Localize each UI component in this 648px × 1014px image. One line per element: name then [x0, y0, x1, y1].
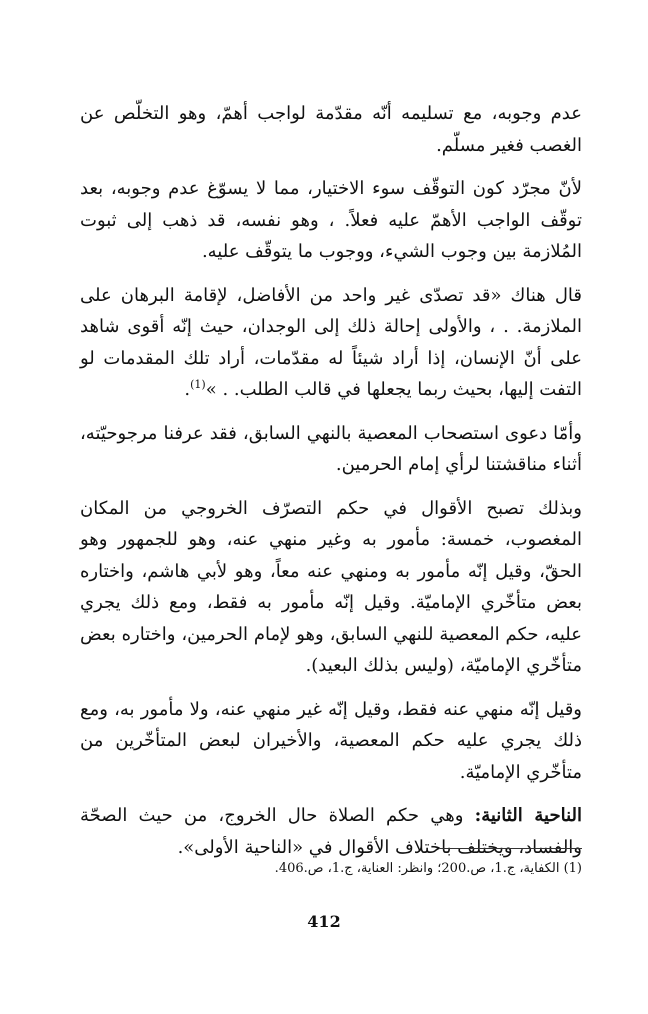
- footnote: (1) الكفاية، ج.1، ص.200؛ وانظر: العناية، ج.1، ص.406.: [274, 861, 582, 876]
- quote-end: .: [184, 379, 191, 400]
- section-text: وهي حكم الصلاة حال الخروج، من حيث الصحّة والفساد، ويختلف باختلاف الأقوال في «الناحية الأولى».: [80, 805, 582, 858]
- footnote-divider: [440, 848, 582, 849]
- main-text: [80, 98, 582, 875]
- footnote-reference: (1): [190, 378, 206, 391]
- paragraph-6: وقيل إنّه منهي عنه فقط، وقيل إنّه غير منهي عنه، ولا مأمور به، ومع ذلك يجري عليه حكم المعصية، والأخيران لبعض المتأخّرين من متأخّري الإماميّة.: [80, 698, 582, 783]
- paragraph-5: وبذلك تصبح الأقوال في حكم التصرّف الخروجي من المكان المغصوب، خمسة: مأمور به وغير منهي عنه، وهو للجمهور وهو الحقّ، وقيل إنّه مأمور به ومنهي عنه معاً، وهو لأبي هاشم، واختاره بعض متأخّري الإماميّة. وقيل إنّه مأمور به فقط، ومع ذلك يجري عليه، حكم المعصية للنهي السابق، وهو لإمام الحرمين، واختاره بعض متأخّري الإماميّة، (وليس بذلك البعيد).: [80, 497, 582, 676]
- page-number: 412: [307, 912, 341, 931]
- paragraph-4: وأمّا دعوى استصحاب المعصية بالنهي السابق، فقد عرفنا مرجوحيّته، أثناء مناقشتنا لرأي إمام الحرمين.: [80, 422, 582, 475]
- quote-text: قال هناك «قد تصدّى غير واحد من الأفاضل، لإقامة البرهان على الملازمة. . ، والأولى إحالة ذلك إلى الوجدان، حيث إنّه أقوى شاهد على أنّ الإنسان، إذا أراد شيئاً له مقدّمات، أراد تلك المقدمات لو التفت إليها، بحيث ربما يجعلها في قالب الطلب. . »: [80, 284, 582, 400]
- paragraph-7: [80, 800, 582, 863]
- paragraph-quote: [80, 280, 582, 406]
- paragraph-1: عدم وجوبه، مع تسليمه أنّه مقدّمة لواجب أهمّ، وهو التخلّص عن الغصب فغير مسلّم.: [80, 103, 582, 156]
- section-heading: الناحية الثانية:: [474, 805, 583, 826]
- paragraph-2: لأنّ مجرّد كون التوقّف سوء الاختيار، مما لا يسوّغ عدم وجوبه، بعد توقّف الواجب الأهمّ عليه فعلاً. ، وهو نفسه، قد ذهب إلى ثبوت المُلازمة بين وجوب الشيء، ووجوب ما يتوقّف عليه.: [80, 178, 582, 262]
